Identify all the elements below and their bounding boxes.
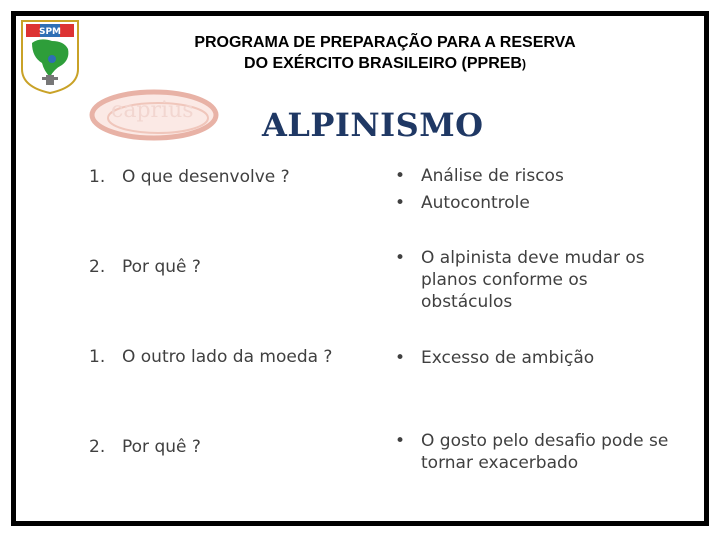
question-number: 1. xyxy=(89,167,106,187)
header-line-1: PROGRAMA DE PREPARAÇÃO PARA A RESERVA xyxy=(194,34,576,51)
answer-item: • O alpinista deve mudar os planos conforme os obstáculos xyxy=(395,247,670,313)
answer-list-1 xyxy=(395,165,564,219)
question-4 xyxy=(89,437,201,457)
header-line-2 xyxy=(150,53,620,75)
question-number: 2. xyxy=(89,437,106,457)
crest-badge-text: SPM xyxy=(38,27,62,37)
answer-item: • Excesso de ambição xyxy=(395,347,594,369)
header-line-2-end: ) xyxy=(521,57,526,71)
answer-item: • O gosto pelo desafio pode se tornar exacerbado xyxy=(395,430,670,474)
answer-item: • Autocontrole xyxy=(395,192,564,214)
question-1 xyxy=(89,167,290,187)
question-number: 2. xyxy=(89,257,106,277)
question-number: 1. xyxy=(89,347,106,367)
question-text: Por quê ? xyxy=(122,257,201,277)
answer-list-3 xyxy=(395,347,594,374)
caprius-logo-text: caprius xyxy=(111,98,194,123)
question-3 xyxy=(89,347,332,367)
question-text: O outro lado da moeda ? xyxy=(122,347,333,367)
answer-item: • Análise de riscos xyxy=(395,165,564,187)
header-line-2-text: DO EXÉRCITO BRASILEIRO (PPREB xyxy=(244,55,522,72)
answer-list-2 xyxy=(395,247,670,318)
army-crest-icon xyxy=(18,17,82,95)
question-text: O que desenvolve ? xyxy=(122,167,290,187)
question-2 xyxy=(89,257,201,277)
question-text: Por quê ? xyxy=(122,437,201,457)
slide-title: ALPINISMO xyxy=(262,106,484,144)
program-header xyxy=(150,32,620,75)
answer-list-4 xyxy=(395,430,670,479)
